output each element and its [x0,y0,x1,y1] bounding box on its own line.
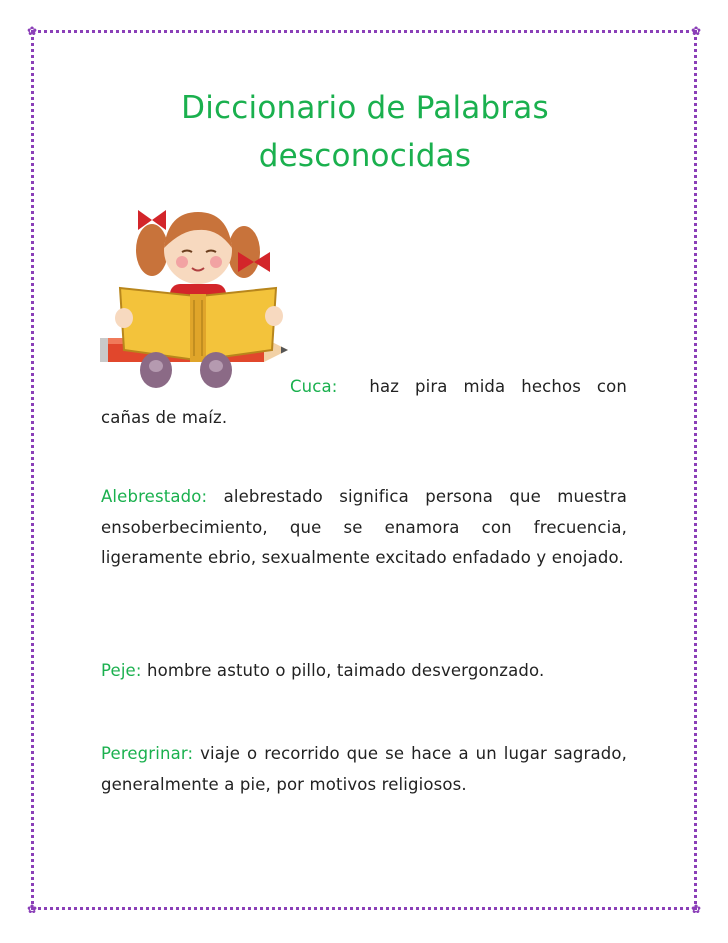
definition-text: hombre astuto o pillo, taimado desvergonzado. [146,661,545,680]
entry-cuca-continuation [101,403,401,434]
term-label: Peregrinar: [101,744,194,763]
definition-text: alebrestado significa persona que muestra ensoberbecimiento, que se enamora con frecuencia, ligeramente ebrio, sexualmente excitado enfadado y enojado. [101,487,627,567]
term-label: Alebrestado: [101,487,208,506]
corner-ornament-icon: ✿ [27,24,38,38]
definition-text: haz pira mida hechos con [369,377,627,396]
corner-ornament-icon: ✿ [691,902,702,916]
term-label: Peje: [101,661,142,680]
entry-peregrinar [101,739,627,800]
book-icon [120,288,276,362]
definition-text: viaje o recorrido que se hace a un lugar sagrado, generalmente a pie, por motivos religiosos. [101,744,627,794]
corner-ornament-icon: ✿ [27,902,38,916]
definition-text: cañas de maíz. [101,408,228,427]
corner-ornament-icon: ✿ [691,24,702,38]
entry-peje [101,656,627,687]
page-title [120,84,610,180]
girl-reading-book-icon [98,190,298,400]
title-line-1: Diccionario de Palabras [181,90,549,126]
entry-alebrestado [101,482,627,574]
entry-cuca [290,372,627,403]
title-line-2: desconocidas [258,138,472,174]
term-label: Cuca: [290,377,338,396]
